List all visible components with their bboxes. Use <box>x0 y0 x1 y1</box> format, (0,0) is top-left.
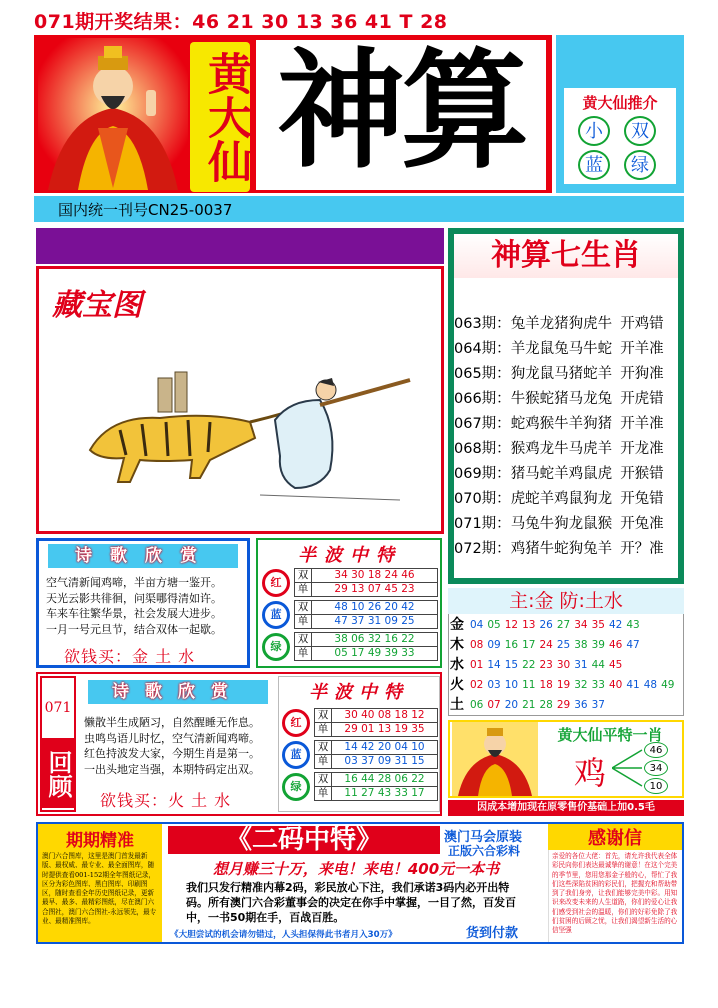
elements-table <box>450 615 690 715</box>
element-num: 42 <box>609 619 623 631</box>
element-num: 49 <box>661 679 675 691</box>
zodiac-animals: 牛猴蛇猪马龙兔 <box>510 391 613 407</box>
halfwave-label: 单 <box>295 583 312 596</box>
pingte-num-1: 46 <box>644 742 668 758</box>
element-num: 11 <box>522 679 536 691</box>
zodiac-result: 开狗准 <box>620 366 664 382</box>
element-num: 14 <box>487 659 501 671</box>
zodiac-period: 065期： <box>454 366 511 382</box>
halfwave-nums: 38 06 32 16 22 <box>334 633 415 645</box>
zodiac-result: 开兔准 <box>620 516 664 532</box>
element-num: 24 <box>539 639 553 651</box>
zodiac-result: 开兔错 <box>620 491 664 507</box>
halfwave-nums: 05 17 49 39 33 <box>334 647 415 659</box>
halfwave-nums: 29 01 13 19 35 <box>344 723 425 735</box>
poem-line: 虫鸣鸟语儿时忆，空气清新闻鸡啼。 <box>84 731 260 745</box>
halfwave-nums: 34 30 18 24 46 <box>334 569 415 581</box>
pingte-arrows <box>612 744 644 792</box>
zodiac-row <box>454 387 682 412</box>
recommend-item-green: 绿 <box>624 150 656 180</box>
zodiac-row <box>454 362 682 387</box>
treasure-illustration <box>80 360 420 510</box>
halfwave1-title: 半波中特 <box>298 545 402 566</box>
pingte-num-3: 10 <box>644 778 668 794</box>
zodiac-period: 069期： <box>454 466 511 482</box>
element-num: 48 <box>643 679 658 691</box>
element-num: 43 <box>626 619 640 631</box>
center-sub1: 澳门马会原装 <box>444 830 523 845</box>
element-num: 19 <box>556 679 571 691</box>
element-row <box>450 695 690 715</box>
poem-line: 一出头地定当强，本期特码定出双。 <box>84 762 260 776</box>
halfwave-row <box>315 741 437 755</box>
issn-text: 国内统一刊号CN25-0037 <box>58 201 233 219</box>
zodiac-row <box>454 312 682 337</box>
element-num: 01 <box>470 659 484 671</box>
wave-color-ball: 绿 <box>282 773 310 801</box>
element-num: 45 <box>609 659 623 671</box>
cod-label: 货到付款 <box>466 926 519 941</box>
zodiac-animals: 马兔牛狗龙鼠猴 <box>510 516 613 532</box>
element-num: 46 <box>609 639 623 651</box>
element-name: 火 <box>450 677 464 693</box>
element-num: 04 <box>470 619 484 631</box>
element-num: 15 <box>504 659 519 671</box>
element-num: 34 <box>574 619 588 631</box>
halfwave-label: 单 <box>315 755 332 768</box>
zodiac-period: 067期： <box>454 416 511 432</box>
zodiac-animals: 狗龙鼠马猪蛇羊 <box>510 366 613 382</box>
halfwave-nums: 48 10 26 20 42 <box>334 601 415 613</box>
halfwave1-table <box>262 568 438 664</box>
element-num: 16 <box>504 639 519 651</box>
wave-color-ball: 红 <box>282 709 310 737</box>
halfwave-group <box>262 632 438 661</box>
zodiac-period: 063期： <box>454 316 511 332</box>
wave-color-ball: 红 <box>262 569 290 597</box>
halfwave-group <box>282 772 438 801</box>
treasure-title: 藏宝图 <box>52 288 142 323</box>
element-num: 17 <box>522 639 536 651</box>
zodiac-result: 开虎错 <box>620 391 664 407</box>
elements-title: 主:金 防:土水 <box>448 588 684 614</box>
element-num: 41 <box>626 679 640 691</box>
poem-line: 懒散半生成陋习，自然醒睡无作息。 <box>84 716 260 729</box>
element-num: 36 <box>574 699 588 711</box>
halfwave-row <box>315 787 437 800</box>
zodiac-period: 072期： <box>454 541 511 557</box>
element-num: 44 <box>591 659 605 671</box>
zodiac-period: 070期： <box>454 491 511 507</box>
halfwave-nums: 14 42 20 04 10 <box>344 741 425 753</box>
zodiac-period: 064期： <box>454 341 511 357</box>
poem1-title: 诗歌欣赏 <box>75 546 215 566</box>
element-num: 12 <box>504 619 519 631</box>
element-row <box>450 615 690 635</box>
bottom-left-text: 澳门六合图库，这里是澳门首发最新版、最权威、最专业、最全面图库，随时提供查看001-152期全年图纸记录，区分为彩色图库、黑白图库、印刷图区，随时查看全年历史图纸记录，更新最早、最多、最精彩图纸，尽在澳门六合图社，澳门六合图社-永远领先，最专业、最精准图库。 <box>42 852 157 926</box>
element-num: 38 <box>574 639 588 651</box>
review-buy: 欲钱买：火 土 水 <box>100 791 232 810</box>
zodiac-row <box>454 337 682 362</box>
element-row <box>450 655 690 675</box>
zodiac-row <box>454 462 682 487</box>
poem-line: 红色持波发大家，今期生肖是第一。 <box>84 747 260 760</box>
halfwave-row <box>295 601 437 615</box>
halfwave-group <box>282 708 438 737</box>
brand-big: 神算 <box>276 37 525 186</box>
halfwave-row <box>295 615 437 628</box>
cost-note: 因成本增加现在原零售价基础上加0.5毛 <box>448 800 684 816</box>
halfwave-label: 单 <box>315 723 332 736</box>
element-num: 40 <box>609 679 623 691</box>
element-num: 27 <box>556 619 571 631</box>
pingte-animal: 鸡 <box>574 754 607 792</box>
zodiac-period: 071期： <box>454 516 511 532</box>
element-num: 13 <box>522 619 536 631</box>
halfwave-label: 双 <box>315 741 332 754</box>
zodiac-result: 开猴错 <box>620 466 664 482</box>
halfwave-label: 双 <box>295 633 312 646</box>
halfwave-row <box>315 755 437 768</box>
element-name: 木 <box>450 637 464 653</box>
element-num: 22 <box>522 659 536 671</box>
element-num: 39 <box>591 639 605 651</box>
center-title: 《二码中特》 <box>225 825 382 855</box>
zodiac-title: 神算七生肖 <box>454 234 678 278</box>
element-num: 20 <box>504 699 519 711</box>
zodiac-result: 开龙准 <box>620 441 664 457</box>
zodiac-animals: 羊龙鼠兔马牛蛇 <box>510 341 613 357</box>
zodiac-animals: 鸡猪牛蛇狗兔羊 <box>510 541 613 557</box>
element-num: 47 <box>626 639 640 651</box>
poem1-buy: 欲钱买：金 土 水 <box>64 647 196 666</box>
zodiac-period: 068期： <box>454 441 511 457</box>
halfwave-label: 双 <box>295 569 312 582</box>
zodiac-result: 开羊准 <box>620 341 664 357</box>
element-num: 07 <box>487 699 501 711</box>
recommend-item-even: 双 <box>624 116 656 146</box>
halfwave-group <box>262 600 438 629</box>
review-poem-title: 诗歌欣赏 <box>112 682 244 702</box>
element-num: 18 <box>539 679 553 691</box>
element-num: 10 <box>504 679 519 691</box>
zodiac-animals: 猪马蛇羊鸡鼠虎 <box>510 466 613 482</box>
poem-line: 空气清新闻鸡啼，半亩方塘一鉴开。 <box>46 576 222 589</box>
element-num: 37 <box>591 699 605 711</box>
zodiac-result: 开羊准 <box>620 416 664 432</box>
zodiac-animals: 蛇鸡猴牛羊狗猪 <box>510 416 613 432</box>
element-num: 21 <box>522 699 536 711</box>
recommend-item-small: 小 <box>578 116 610 146</box>
bottom-right-text: 亲爱的各位大佬：首先，请允许我代表全体彩民向你们表达最诚挚的谢意！在这个完美的季节里，您用您那金子般的心，帮忙了我们这些深陷贫困的彩民们，把握充和帮助带到了我们身旁，让我们能够完美中彩。用知识来改变未来的人生道路，你们的爱心让我们感受到社会的温暖，你们的好彩免除了我们贫困的后顾之忧，让我们渴望新生活的心信坚强 <box>552 852 678 935</box>
recommend-title: 黄大仙推介 <box>582 94 658 112</box>
halfwave-nums: 11 27 43 33 17 <box>344 787 425 799</box>
deity-figure <box>38 38 188 190</box>
wave-color-ball: 绿 <box>262 633 290 661</box>
element-num: 06 <box>470 699 484 711</box>
element-num: 09 <box>487 639 501 651</box>
element-row <box>450 635 690 655</box>
halfwave-nums: 03 37 09 31 15 <box>344 755 425 767</box>
halfwave-nums: 47 37 31 09 25 <box>334 615 415 627</box>
purple-bar <box>36 228 444 264</box>
result-line: 071期开奖结果：46 21 30 13 36 41 T 28 <box>34 11 448 33</box>
zodiac-animals: 猴鸡龙牛马虎羊 <box>510 441 613 457</box>
halfwave-nums: 29 13 07 45 23 <box>334 583 415 595</box>
halfwave2-title: 半波中特 <box>309 682 409 703</box>
element-num: 28 <box>539 699 553 711</box>
element-name: 金 <box>450 617 464 633</box>
halfwave-row <box>295 647 437 660</box>
element-num: 31 <box>574 659 588 671</box>
pingte-title: 黄大仙平特一肖 <box>557 726 663 744</box>
recommend-item-blue: 蓝 <box>578 150 610 180</box>
zodiac-row <box>454 537 682 562</box>
wave-color-ball: 蓝 <box>282 741 310 769</box>
halfwave-row <box>295 583 437 596</box>
zodiac-row <box>454 437 682 462</box>
poem-line: 车来车往繁华景，社会发展大进步。 <box>46 607 222 620</box>
element-num: 03 <box>487 679 501 691</box>
review-label-text: 回顾 <box>44 750 72 798</box>
element-num: 35 <box>591 619 605 631</box>
element-name: 土 <box>450 697 464 713</box>
element-num: 02 <box>470 679 484 691</box>
pingte-num-2: 34 <box>644 760 668 776</box>
halfwave-nums: 30 40 08 18 12 <box>344 709 425 721</box>
element-num: 08 <box>470 639 484 651</box>
halfwave-label: 单 <box>295 615 312 628</box>
element-row <box>450 675 690 695</box>
bottom-left-title: 期期精准 <box>66 831 134 851</box>
element-num: 30 <box>556 659 571 671</box>
element-num: 32 <box>574 679 588 691</box>
halfwave-row <box>315 723 437 736</box>
element-num: 29 <box>556 699 571 711</box>
zodiac-period: 066期： <box>454 391 511 407</box>
halfwave-label: 双 <box>295 601 312 614</box>
zodiac-animals: 兔羊龙猪狗虎牛 <box>510 316 613 332</box>
halfwave2-table <box>282 708 438 808</box>
halfwave-row <box>315 773 437 787</box>
element-num: 25 <box>556 639 571 651</box>
slogan: 想月赚三十万，来电！来电！400元一本书 <box>212 860 500 878</box>
zodiac-row <box>454 512 682 537</box>
halfwave-group <box>282 740 438 769</box>
zodiac-row <box>454 487 682 512</box>
zodiac-row <box>454 412 682 437</box>
center-body: 我们只发行精准内幕2码，彩民放心下注，我们承诺3码内必开出特码。所有澳门六合彩董事会的决定在你手中掌握，一目了然，百发百中，一书50期在手，百战百胜。 <box>186 881 516 924</box>
wave-color-ball: 蓝 <box>262 601 290 629</box>
zodiac-animals: 虎蛇羊鸡鼠狗龙 <box>510 491 613 507</box>
halfwave-row <box>295 569 437 583</box>
halfwave-label: 单 <box>315 787 332 800</box>
halfwave-label: 双 <box>315 773 332 786</box>
pingte-deity <box>452 722 538 796</box>
bottom-right-title: 感谢信 <box>548 824 682 850</box>
poem-line: 天光云影共徘徊，问渠哪得清如许。 <box>46 591 222 605</box>
element-num: 33 <box>591 679 605 691</box>
halfwave-label: 双 <box>315 709 332 722</box>
zodiac-result: 开？准 <box>620 541 664 557</box>
halfwave-label: 单 <box>295 647 312 660</box>
element-num: 23 <box>539 659 553 671</box>
halfwave-row <box>295 633 437 647</box>
halfwave-nums: 16 44 28 06 22 <box>344 773 425 785</box>
element-num: 05 <box>487 619 501 631</box>
review-poem-lines <box>84 715 284 777</box>
halfwave-row <box>315 709 437 723</box>
center-sub2: 正版六合彩料 <box>448 844 521 858</box>
poem-line: 一月一号元旦节，结合双体一起歇。 <box>46 622 222 636</box>
halfwave-group <box>262 568 438 597</box>
element-num: 26 <box>539 619 553 631</box>
center-footer: 《大胆尝试的机会请勿错过，人头担保得此书者月入30万》 <box>170 930 397 940</box>
review-period: 071 <box>44 700 72 716</box>
poem1-lines <box>46 575 250 645</box>
element-name: 水 <box>450 657 464 673</box>
zodiac-result: 开鸡错 <box>620 316 664 332</box>
brand-small-text: 黄大仙 <box>200 51 251 183</box>
zodiac-list <box>454 312 682 562</box>
